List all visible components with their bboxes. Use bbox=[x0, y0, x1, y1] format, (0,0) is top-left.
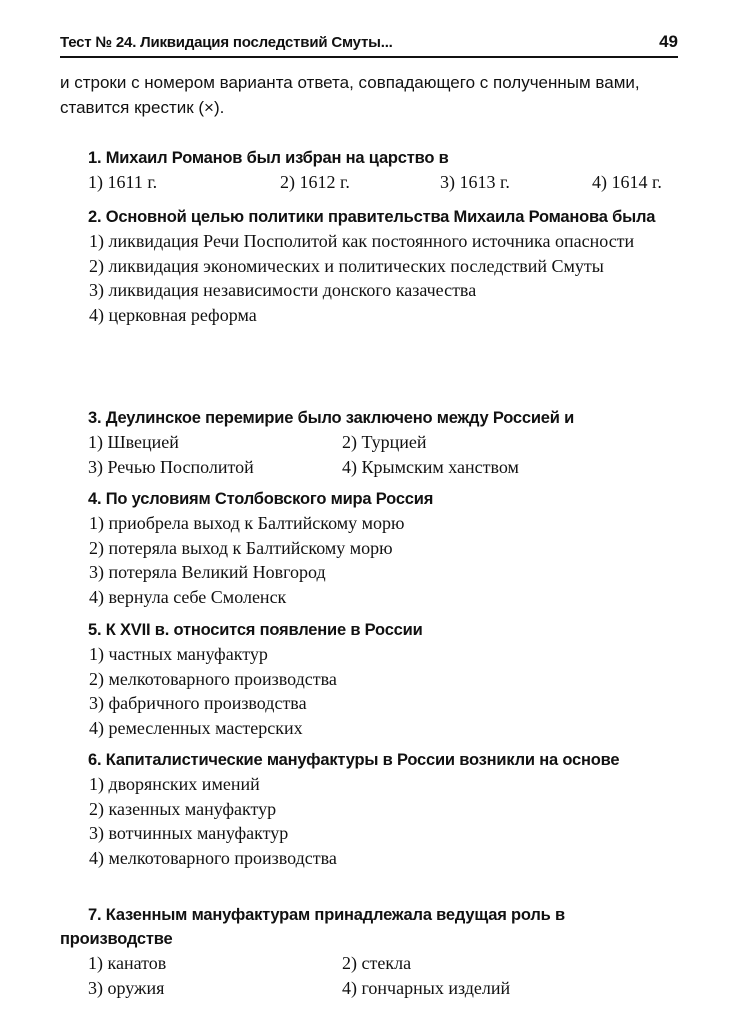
answer-option: 3) фабричного производства bbox=[89, 693, 307, 713]
intro-text: и строки с номером варианта ответа, совпадающего с полученным вами, ставится крестик (×). bbox=[60, 73, 640, 117]
answer-option: 4) ремесленных мастерских bbox=[89, 717, 303, 738]
answer-option: 2) 1612 г. bbox=[280, 172, 350, 192]
answer-option: 2) казенных мануфактур bbox=[89, 798, 277, 819]
header-title: Тест № 24. Ликвидация последствий Смуты... bbox=[60, 34, 393, 51]
answer-option: 1) дворянских имений bbox=[89, 774, 260, 794]
page-header bbox=[60, 26, 678, 58]
answer-option: 4) вернула себе Смоленск bbox=[89, 586, 287, 607]
answer-options bbox=[88, 430, 680, 480]
answer-options bbox=[60, 511, 680, 609]
answer-option: 1) канатов bbox=[88, 953, 167, 973]
question-1 bbox=[60, 146, 680, 195]
question-6 bbox=[60, 748, 680, 870]
question-title: 3. Деулинское перемирие было заключено между Россией и bbox=[88, 409, 575, 427]
question-title: 5. К XVII в. относится появление в России bbox=[88, 621, 423, 639]
answer-option: 3) Речью Посполитой bbox=[88, 457, 254, 477]
question-title: 6. Капиталистические мануфактуры в России возникли на основе bbox=[88, 751, 620, 769]
answer-options bbox=[60, 642, 680, 740]
question-2 bbox=[60, 205, 680, 327]
answer-option: 2) стекла bbox=[342, 953, 412, 973]
question-4 bbox=[60, 487, 680, 609]
answer-option: 4) церковная реформа bbox=[89, 304, 257, 325]
question-5 bbox=[60, 618, 680, 740]
page-number: 49 bbox=[659, 32, 678, 51]
question-title: 2. Основной целью политики правительства Михаила Романова была bbox=[88, 208, 656, 226]
answer-option: 2) Турцией bbox=[342, 432, 427, 452]
answer-option: 4) мелкотоварного производства bbox=[89, 847, 337, 868]
answer-option: 1) приобрела выход к Балтийскому морю bbox=[89, 513, 405, 533]
answer-option: 2) ликвидация экономических и политических последствий Смуты bbox=[89, 255, 604, 276]
answer-option: 1) Швецией bbox=[88, 432, 179, 452]
answer-option: 3) ликвидация независимости донского казачества bbox=[89, 280, 477, 300]
answer-options bbox=[60, 772, 680, 870]
answer-option: 4) Крымским ханством bbox=[342, 457, 519, 477]
answer-option: 2) потеряла выход к Балтийскому морю bbox=[89, 537, 393, 558]
answer-option: 3) потеряла Великий Новгород bbox=[89, 562, 326, 582]
answer-option: 4) гончарных изделий bbox=[342, 978, 511, 998]
answer-option: 1) частных мануфактур bbox=[89, 644, 268, 664]
question-title: 4. По условиям Столбовского мира Россия bbox=[88, 490, 434, 508]
answer-option: 1) ликвидация Речи Посполитой как постоянного источника опасности bbox=[89, 231, 635, 251]
answer-option: 3) вотчинных мануфактур bbox=[89, 823, 289, 843]
question-title: 7. Казенным мануфактурам принадлежала ведущая роль в производстве bbox=[60, 906, 565, 948]
question-7 bbox=[60, 903, 680, 1001]
answer-option: 1) 1611 г. bbox=[88, 172, 158, 192]
question-3 bbox=[60, 406, 680, 480]
answer-options bbox=[88, 170, 680, 195]
question-title: 1. Михаил Романов был избран на царство в bbox=[88, 149, 449, 167]
answer-options bbox=[60, 229, 680, 327]
answer-option: 3) оружия bbox=[88, 978, 165, 998]
answer-options bbox=[88, 951, 680, 1001]
answer-option: 4) 1614 г. bbox=[592, 172, 662, 192]
answer-option: 2) мелкотоварного производства bbox=[89, 668, 337, 689]
answer-option: 3) 1613 г. bbox=[440, 172, 510, 192]
